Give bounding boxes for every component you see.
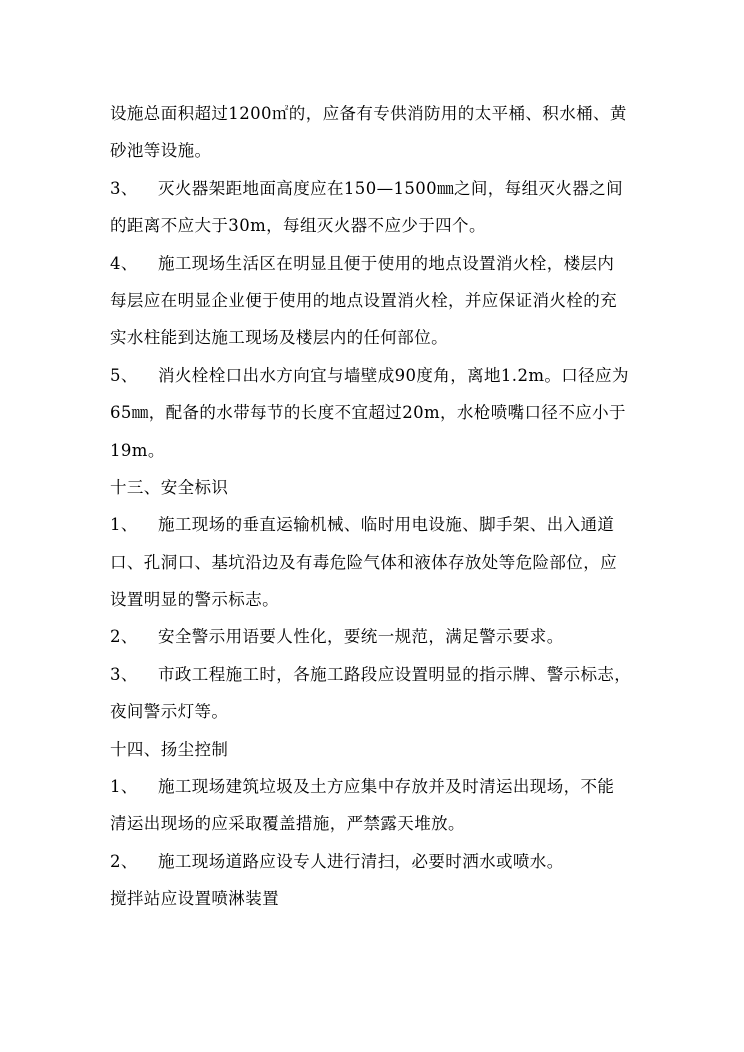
line-text-end: 的，应备有专供消防用的太平桶、积水桶、黄 xyxy=(288,104,627,123)
item-number: 3、 xyxy=(110,178,138,198)
item-text: 施工现场生活区在明显且便于使用的地点设置消火栓，楼层内 xyxy=(158,253,615,273)
item-number: 1、 xyxy=(110,515,138,535)
list-item xyxy=(110,245,640,282)
text-line: 实水柱能到达施工现场及楼层内的任何部位。 xyxy=(110,328,448,348)
list-item xyxy=(110,618,640,655)
item-number: 2、 xyxy=(110,627,138,647)
section-heading: 十四、扬尘控制 xyxy=(110,739,229,759)
text-line: 的距离不应大于30m，每组灭火器不应少于四个。 xyxy=(110,216,486,236)
item-text: 灭火器架距地面高度应在150—1500㎜之间，每组灭火器之间 xyxy=(158,178,623,198)
list-item xyxy=(110,357,640,394)
item-text: 市政工程施工时，各施工路段应设置明显的指示牌、警示标志， xyxy=(158,664,632,684)
list-item xyxy=(110,170,640,207)
text-line: 65㎜，配备的水带每节的长度不宜超过20m，水枪喷嘴口径不应小于 xyxy=(110,403,626,423)
line-text-start: 设施总面积超过1200㎡ xyxy=(110,104,289,123)
text-line: 清运出现场的应采取覆盖措施，严禁露天堆放。 xyxy=(110,814,465,834)
text-line: 搅拌站应设置喷淋装置 xyxy=(110,889,279,909)
text-line: 19m。 xyxy=(110,440,165,460)
section-heading: 十三、安全标识 xyxy=(110,477,229,497)
item-text: 消火栓栓口出水方向宜与墙壁成90度角，离地1.2m。口径应为 xyxy=(158,365,629,385)
item-text: 施工现场建筑垃圾及土方应集中存放并及时清运出现场，不能 xyxy=(158,777,615,797)
item-number: 3、 xyxy=(110,664,138,684)
item-text: 施工现场道路应设专人进行清扫，必要时洒水或喷水。 xyxy=(158,851,564,871)
list-item xyxy=(110,768,640,805)
document-page xyxy=(110,95,640,918)
list-item xyxy=(110,506,640,543)
item-number: 1、 xyxy=(110,777,138,797)
text-line: 夜间警示灯等。 xyxy=(110,702,229,722)
list-item xyxy=(110,843,640,880)
text-line: 砂池等设施。 xyxy=(110,141,212,161)
text-line: 每层应在明显企业便于使用的地点设置消火栓，并应保证消火栓的充 xyxy=(110,290,617,310)
text-line: 口、孔洞口、基坑沿边及有毒危险气体和液体存放处等危险部位，应 xyxy=(110,552,617,572)
text-line xyxy=(110,95,640,132)
item-number: 2、 xyxy=(110,851,138,871)
text-line: 设置明显的警示标志。 xyxy=(110,590,279,610)
item-text: 施工现场的垂直运输机械、临时用电设施、脚手架、出入通道 xyxy=(158,515,615,535)
item-text: 安全警示用语要人性化，要统一规范，满足警示要求。 xyxy=(158,627,564,647)
list-item xyxy=(110,656,640,693)
item-number: 4、 xyxy=(110,253,138,273)
item-number: 5、 xyxy=(110,365,138,385)
